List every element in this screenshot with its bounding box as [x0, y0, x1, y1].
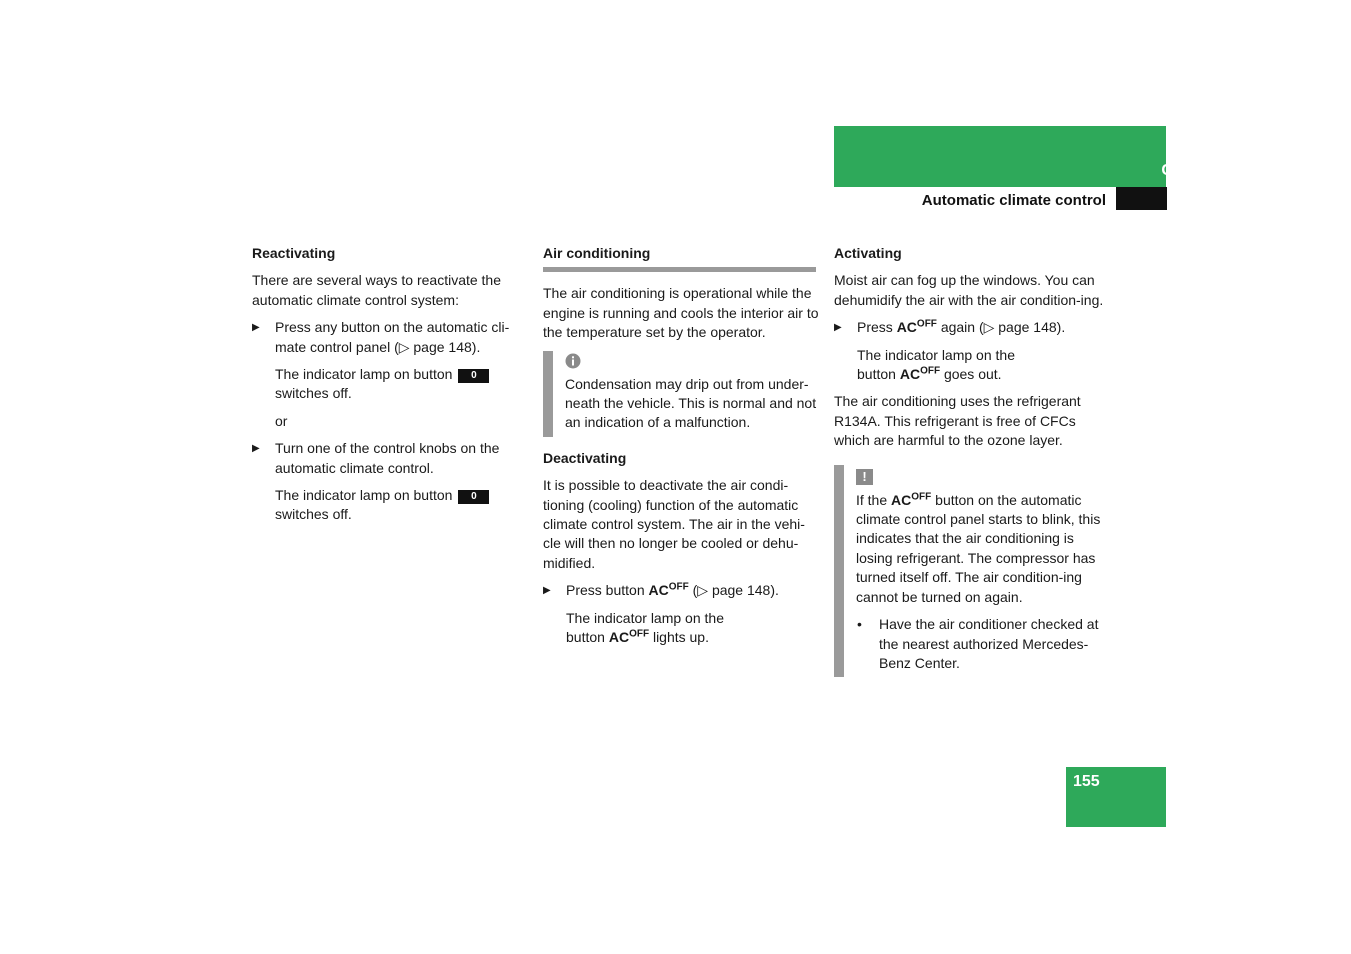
result-text-pre: button — [566, 629, 605, 646]
refrigerant-text: The air conditioning uses the refrigerant R134A. This refrigerant is free of CFCs which are harmful to the ozone layer. — [834, 393, 1081, 449]
thumb-tab — [1116, 187, 1167, 210]
note-text: Condensation may drip out from under-neath the vehicle. This is normal and not an indication of a malfunction. — [565, 375, 817, 431]
page-number: 155 — [1073, 773, 1100, 790]
bullet-text: Have the air conditioner checked at the nearest authorized Mercedes-Benz Center. — [879, 616, 1099, 671]
step-press-ac-again — [834, 318, 1110, 337]
section-title: Controls in detail — [1161, 162, 1292, 179]
step-text-post: again (▷ page 148). — [940, 319, 1066, 336]
step-text: Press any button on the automatic cli-mate control panel (▷ page 148). — [275, 319, 510, 355]
zero-button-symbol: 0 — [458, 490, 489, 504]
heading-air-conditioning: Air conditioning — [543, 244, 816, 272]
warning-text-post: button on the automatic climate control panel starts to blink, this indicates that the air conditioning is losing refrigerant. The compressor has turned itself off. The air condition-ing cannot be turned on again. — [856, 491, 1101, 605]
result-text — [252, 486, 528, 525]
bullet-icon: • — [857, 616, 862, 633]
step-text-post: (▷ page 148). — [692, 582, 779, 599]
subsection-title: Automatic climate control — [921, 192, 1106, 209]
result-text-post: switches off. — [275, 506, 352, 523]
intro-text: There are several ways to reactivate the automatic climate control system: — [252, 272, 502, 308]
warning-text — [856, 491, 1110, 607]
step-press-button — [252, 318, 528, 357]
result-text-pre: The indicator lamp on button — [275, 366, 453, 383]
step-turn-knob — [252, 439, 528, 478]
step-text-pre: Press — [857, 319, 893, 336]
ac-off-button-symbol: $AC^{OFF}$ — [896, 318, 937, 336]
result-text — [834, 346, 1110, 385]
warning-note — [834, 465, 1110, 678]
info-note — [543, 351, 819, 437]
intro-text: The air conditioning is operational while the engine is running and cools the interior air to the temperature set by the operator. — [543, 285, 819, 341]
result-text — [543, 609, 819, 648]
result-text-post: lights up. — [652, 629, 709, 646]
intro-text: Moist air can fog up the windows. You can dehumidify the air with the air condition-ing. — [834, 272, 1104, 308]
step-press-ac-button — [543, 581, 819, 600]
arrow-icon: ▶ — [834, 322, 842, 334]
ac-off-button-symbol: $AC^{OFF}$ — [648, 581, 689, 599]
header-green-bar — [834, 126, 1166, 187]
zero-button-symbol: 0 — [458, 369, 489, 383]
step-text-pre: Press button — [566, 582, 645, 599]
ac-off-button-symbol: $AC^{OFF}$ — [891, 491, 932, 508]
result-text-post: goes out. — [943, 366, 1002, 383]
heading-reactivating: Reactivating — [252, 245, 336, 261]
arrow-icon: ▶ — [543, 585, 551, 597]
heading-deactivating: Deactivating — [543, 449, 627, 466]
list-item — [856, 615, 1110, 673]
column-reactivating — [252, 244, 528, 533]
deactivating-text: It is possible to deactivate the air condi-tioning (cooling) function of the automatic climate control system. The air in the vehi-cle will then no longer be cooled or dehu-midified. — [543, 477, 805, 571]
warning-text-pre: If the — [856, 491, 888, 508]
step-text: Turn one of the control knobs on the automatic climate control. — [275, 440, 500, 476]
arrow-icon: ▶ — [252, 322, 260, 334]
warning-icon: ! — [856, 469, 873, 485]
result-text-pre: button — [857, 366, 896, 383]
result-text-pre: The indicator lamp on button — [275, 487, 453, 504]
result-text — [252, 365, 528, 404]
or-text: or — [275, 412, 288, 429]
column-activating — [834, 244, 1110, 689]
result-text-line1: The indicator lamp on the — [566, 609, 724, 626]
result-text-post: switches off. — [275, 385, 352, 402]
column-air-conditioning — [543, 244, 819, 656]
ac-off-button-symbol: $AC^{OFF}$ — [899, 365, 941, 383]
result-text-line1: The indicator lamp on the — [857, 346, 1015, 363]
heading-activating: Activating — [834, 245, 902, 261]
info-icon — [565, 353, 581, 369]
ac-off-button-symbol: $AC^{OFF}$ — [608, 628, 650, 646]
arrow-icon: ▶ — [252, 443, 260, 455]
